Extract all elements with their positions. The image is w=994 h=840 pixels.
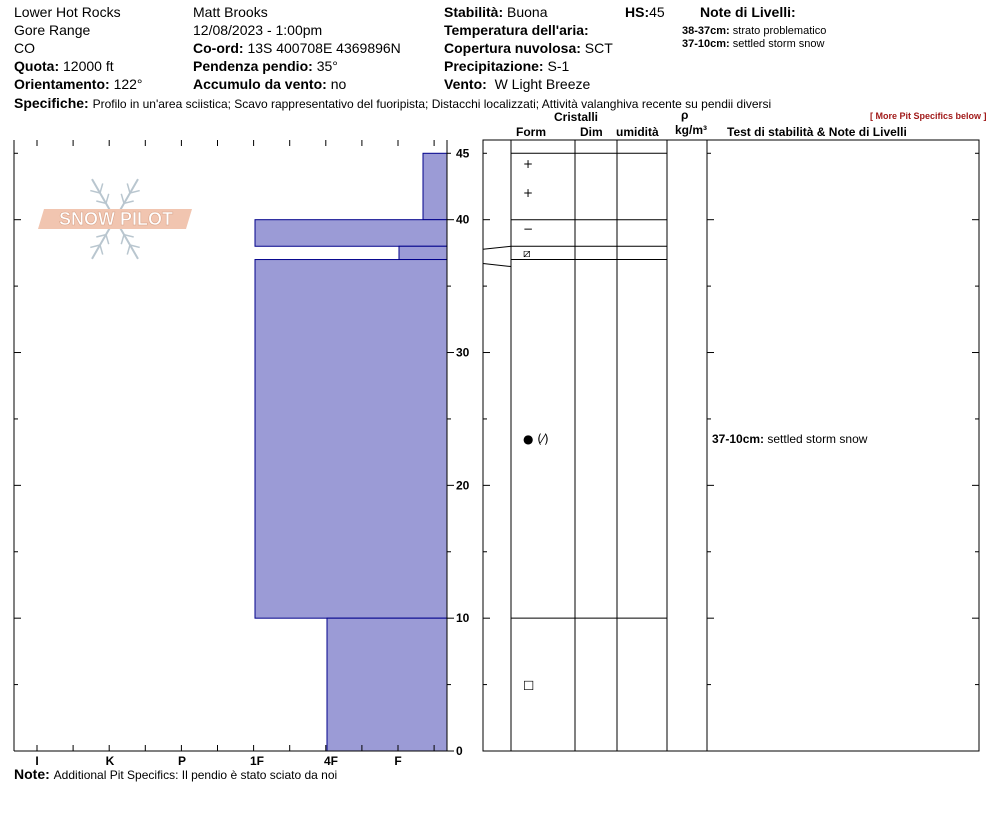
hardness-layer-bar <box>423 153 447 219</box>
hardness-label: F <box>394 754 402 768</box>
test-notes <box>712 432 868 446</box>
layer-notes-title: Note di Livelli: <box>700 4 796 20</box>
grain-form-symbol: + <box>523 156 534 171</box>
hs-value: 45 <box>649 4 665 20</box>
hardness-layer-bar <box>327 618 447 751</box>
hardness-label: 1F <box>249 754 265 768</box>
location: Lower Hot Rocks <box>14 4 121 20</box>
more-specifics-link[interactable]: [ More Pit Specifics below ] <box>870 111 987 121</box>
form-header: Form <box>516 125 546 139</box>
rho-header: ρ <box>681 108 689 122</box>
tests-header: Test di stabilità & Note di Livelli <box>727 125 907 139</box>
wind-value: W Light Breeze <box>494 76 591 92</box>
grain-forms <box>523 157 549 692</box>
depth-label: 20 <box>456 478 470 493</box>
hs-label: HS: <box>625 4 650 20</box>
hardness-layer-bar <box>255 260 447 619</box>
state: CO <box>14 40 35 56</box>
density-unit-header: kg/m³ <box>675 123 708 137</box>
depth-label: 40 <box>456 212 470 227</box>
layer-note-1-text: strato problematico <box>732 25 827 37</box>
layer-note-2-text: settled storm snow <box>732 38 825 50</box>
precip-value: S-1 <box>547 58 570 74</box>
hardness-label: 4F <box>323 754 339 768</box>
stability-label: Stabilità: <box>444 4 504 20</box>
hardness-label: I <box>35 754 39 768</box>
depth-label: 0 <box>456 744 463 758</box>
observer: Matt Brooks <box>193 4 268 20</box>
moisture-header: umidità <box>616 125 659 139</box>
snowflake-branch <box>100 245 103 255</box>
wind-label: Vento: <box>444 76 487 92</box>
layer-connector <box>483 246 511 249</box>
hardness-label: K <box>105 754 115 768</box>
hardness-label: P <box>177 754 187 768</box>
elevation-value: 12000 ft <box>63 58 114 74</box>
sky-label: Copertura nuvolosa: <box>444 40 581 56</box>
layer-note-2-range: 37-10cm: <box>682 38 730 50</box>
snowflake-branch <box>127 245 130 255</box>
note-text: Additional Pit Specifics: Il pendio è stato sciato da noi <box>53 768 338 782</box>
aspect-value: 122° <box>113 76 143 92</box>
precip-label: Precipitazione: <box>444 58 544 74</box>
test-note <box>712 432 868 446</box>
specifics-text: Profilo in un'area sciistica; Scavo rappresentativo del fuoripista; Distacchi localizzati; Attività valanghiva recente su pendii diversi <box>92 97 772 111</box>
hardness-layer-bar <box>399 246 447 259</box>
snowflake-branch <box>121 194 124 204</box>
crystals-header: Cristalli <box>554 110 599 124</box>
hardness-layers <box>255 153 447 751</box>
sky-value: SCT <box>584 40 613 56</box>
stability-value: Buona <box>507 4 548 20</box>
footer-note <box>14 766 337 782</box>
test-note-range: 37-10cm: <box>712 431 765 446</box>
depth-label: 45 <box>456 146 470 161</box>
slope-value: 35° <box>316 58 338 74</box>
coord-label: Co-ord: <box>193 40 244 56</box>
logo-text: SNOW PILOT <box>59 209 173 229</box>
layer-note-1-range: 38-37cm: <box>682 25 730 37</box>
size-header: Dim <box>580 125 603 139</box>
snowflake-branch <box>100 183 103 193</box>
note-label: Note: <box>14 766 50 782</box>
specifics-label: Specifiche: <box>14 95 89 111</box>
grain-form-symbol: ● (⁄) <box>523 431 549 446</box>
snowflake-branch <box>106 194 109 204</box>
test-note-text: settled storm snow <box>764 431 868 446</box>
grain-form-symbol: + <box>523 186 534 201</box>
depth-label: 30 <box>456 345 470 360</box>
coord-value: 13S 400708E 4369896N <box>247 40 401 56</box>
grain-form-symbol: ⧄ <box>523 245 531 260</box>
grain-form-symbol: □ <box>523 677 535 692</box>
range: Gore Range <box>14 22 91 38</box>
grain-form-symbol: − <box>523 221 534 236</box>
air-temp-label: Temperatura dell'aria: <box>444 22 589 38</box>
slope-label: Pendenza pendio: <box>193 58 313 74</box>
hardness-layer-bar <box>255 220 447 247</box>
layer-connector <box>483 264 511 267</box>
snowpilot-logo <box>38 179 192 259</box>
depth-labels <box>456 146 470 758</box>
aspect-label: Orientamento: <box>14 76 110 92</box>
depth-label: 10 <box>456 611 470 626</box>
datetime: 12/08/2023 - 1:00pm <box>193 22 323 38</box>
snowflake-branch <box>106 235 109 245</box>
wind-loading-value: no <box>330 76 347 92</box>
snowflake-branch <box>127 183 130 193</box>
elevation-label: Quota: <box>14 58 60 74</box>
wind-loading-label: Accumulo da vento: <box>193 76 327 92</box>
snowflake-branch <box>121 235 124 245</box>
